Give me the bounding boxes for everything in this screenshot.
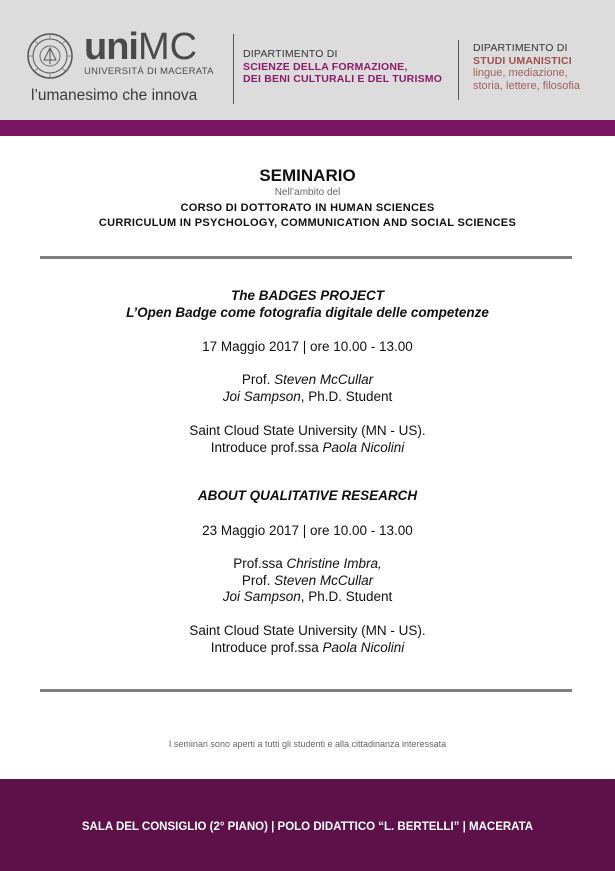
speaker-name: Joi Sampson <box>222 389 301 404</box>
dept1-name-line1: SCIENZE DELLA FORMAZIONE, <box>243 60 408 73</box>
dept2-name: STUDI UMANISTICI <box>473 54 572 67</box>
seminar1-university: Saint Cloud State University (MN - US). <box>189 423 426 438</box>
dept1-name-line2: DEI BENI CULTURALI E DEL TURISMO <box>243 73 443 85</box>
seminar1-title-line2: L’Open Badge come fotografia digitale delle competenze <box>126 305 489 320</box>
speaker-suffix: , Ph.D. Student <box>300 589 393 604</box>
introduce-name: Paola Nicolini <box>322 640 405 655</box>
header-divider <box>233 34 234 104</box>
unimc-logo <box>84 26 198 68</box>
logo-uni-text: uni <box>84 26 138 68</box>
logo-subtitle: UNIVERSITÀ DI MACERATA <box>84 66 214 77</box>
divider-bottom <box>40 689 572 692</box>
seminar2-title: ABOUT QUALITATIVE RESEARCH <box>197 488 418 503</box>
header-band <box>0 0 615 120</box>
tagline: l’umanesimo che innova <box>31 87 198 104</box>
footer-location: SALA DEL CONSIGLIO (2° PIANO) | POLO DIDATTICO “L. BERTELLI” | MACERATA <box>81 821 534 833</box>
university-seal-icon <box>27 33 73 79</box>
seminar1-introduce <box>0 439 615 456</box>
seminar2-speaker2 <box>0 588 615 605</box>
seminar1-date: 17 Maggio 2017 | ore 10.00 - 13.00 <box>202 339 413 354</box>
course-line2: CURRICULUM IN PSYCHOLOGY, COMMUNICATION AND SOCIAL SCIENCES <box>98 217 517 229</box>
dept1-label: DIPARTIMENTO DI <box>243 48 338 60</box>
speaker-name: Steven McCullar <box>274 573 374 588</box>
speaker-name: Joi Sampson <box>222 589 301 604</box>
introduce-prefix: Introduce prof.ssa <box>210 440 323 455</box>
dept2-sub-line2: storia, lettere, filosofia <box>473 79 580 92</box>
footnote: I seminari sono aperti a tutti gli studenti e alla cittadinanza interessata <box>168 739 447 749</box>
seminar2-speaker1 <box>0 572 615 589</box>
course-line1: CORSO DI DOTTORATO IN HUMAN SCIENCES <box>180 202 435 214</box>
introduce-prefix: Introduce prof.ssa <box>210 640 323 655</box>
ambito-text: Nell’ambito del <box>274 187 341 198</box>
divider-top <box>40 256 572 259</box>
seminar1-title-line1: The BADGES PROJECT <box>230 288 385 303</box>
department-formazione <box>243 48 442 86</box>
speaker-prefix: Prof. <box>241 372 275 387</box>
header-purple-strip <box>0 120 615 136</box>
course-title <box>0 201 615 231</box>
seminar2-university: Saint Cloud State University (MN - US). <box>189 623 426 638</box>
seminar2-speaker0 <box>0 555 615 572</box>
seminar2-introduce <box>0 639 615 656</box>
speaker-prefix: Prof.ssa <box>233 556 287 571</box>
dept2-label: DIPARTIMENTO DI <box>473 42 568 54</box>
introduce-name: Paola Nicolini <box>322 440 405 455</box>
speaker-suffix: , Ph.D. Student <box>300 389 393 404</box>
speaker-prefix: Prof. <box>241 573 275 588</box>
seminar1-speaker1 <box>0 371 615 388</box>
header-divider <box>458 40 459 100</box>
speaker-name: Steven McCullar <box>274 372 374 387</box>
logo-mc-text: MC <box>137 26 198 68</box>
seminar1-speaker2 <box>0 388 615 405</box>
department-studi-umanistici <box>473 42 580 92</box>
dept2-sub-line1: lingue, mediazione, <box>473 67 568 79</box>
speaker-name: Christine Imbra, <box>286 556 382 571</box>
page-title: SEMINARIO <box>259 166 356 185</box>
seminar2-date: 23 Maggio 2017 | ore 10.00 - 13.00 <box>202 523 413 538</box>
